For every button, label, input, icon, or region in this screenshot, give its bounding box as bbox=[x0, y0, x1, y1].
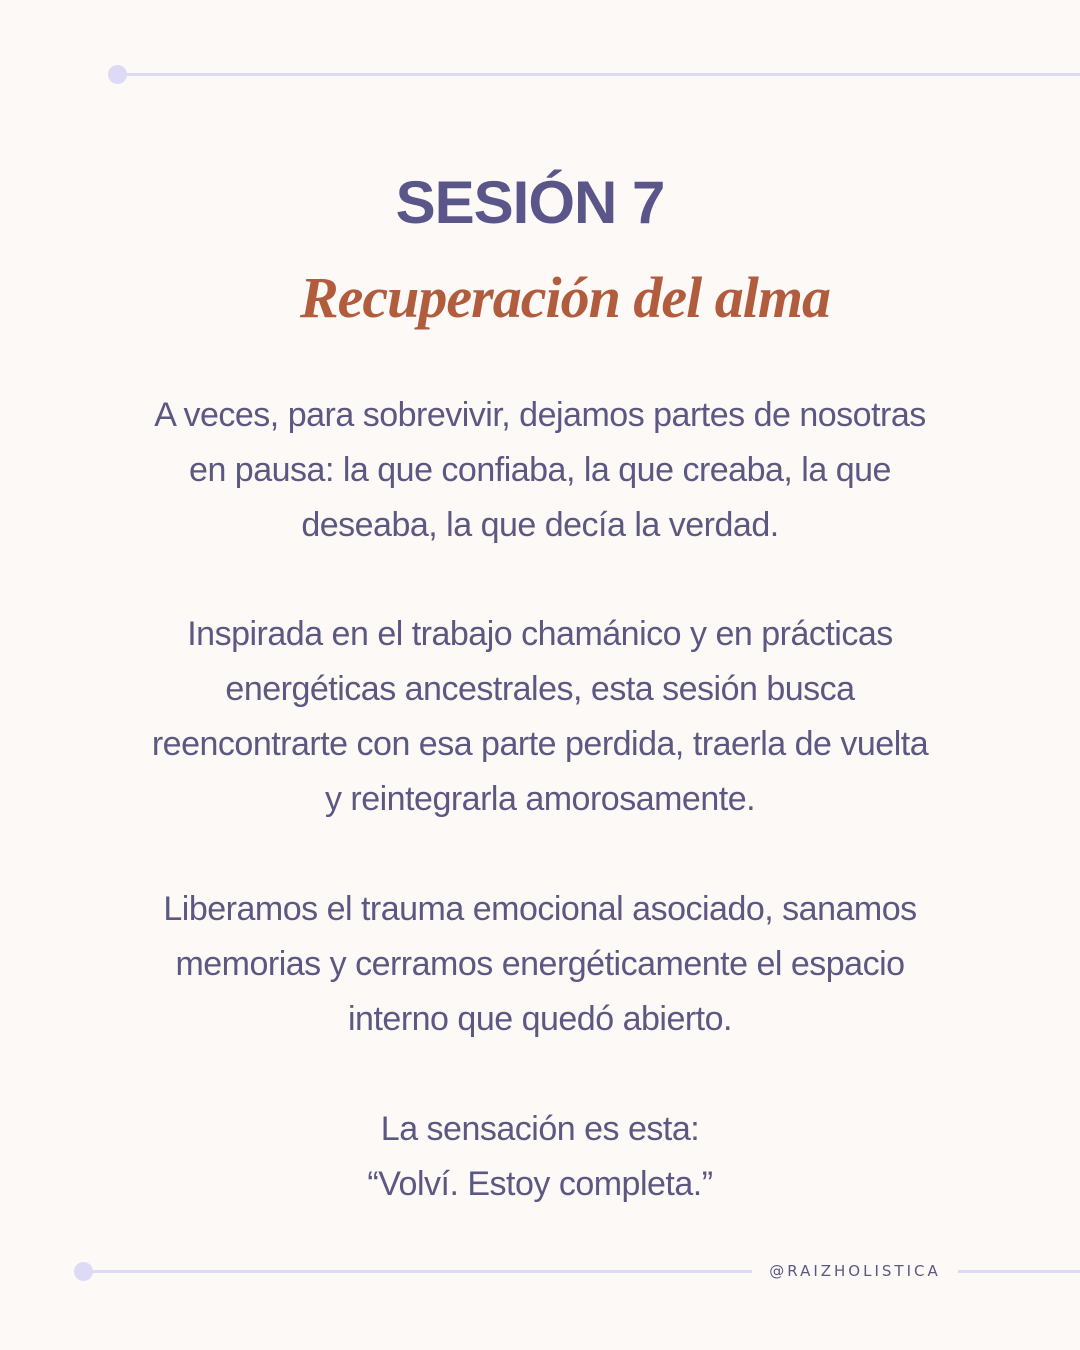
paragraph-line: reencontrarte con esa parte perdida, traerla de vuelta bbox=[151, 725, 929, 763]
session-subtitle: Recuperación del alma bbox=[300, 265, 830, 330]
bottom-divider-line bbox=[958, 1270, 1080, 1273]
paragraph-line: interno que quedó abierto. bbox=[348, 1000, 732, 1038]
social-handle: @RAIZHOLISTICA bbox=[752, 1261, 958, 1281]
paragraph-line: deseaba, la que decía la verdad. bbox=[301, 506, 779, 544]
paragraph-line: y reintegrarla amorosamente. bbox=[324, 780, 756, 818]
paragraph-line: “Volví. Estoy completa.” bbox=[367, 1165, 713, 1203]
paragraph-line: Inspirada en el trabajo chamánico y en prácticas bbox=[187, 615, 893, 653]
bottom-divider-dot bbox=[74, 1262, 93, 1281]
paragraph-line: energéticas ancestrales, esta sesión busca bbox=[225, 670, 855, 708]
paragraph-description bbox=[90, 607, 990, 827]
paragraph-line: en pausa: la que confiaba, la que creaba, la que bbox=[189, 451, 891, 489]
paragraph-line: memorias y cerramos energéticamente el espacio bbox=[175, 945, 905, 983]
top-divider-line bbox=[118, 73, 1080, 76]
top-divider-dot bbox=[108, 65, 127, 84]
bottom-divider-line bbox=[84, 1270, 752, 1273]
paragraph-line: La sensación es esta: bbox=[380, 1110, 700, 1148]
paragraph-benefits bbox=[90, 882, 990, 1047]
paragraph-line: Liberamos el trauma emocional asociado, sanamos bbox=[163, 890, 917, 928]
paragraph-line: A veces, para sobrevivir, dejamos partes de nosotras bbox=[154, 396, 926, 434]
paragraph-intro bbox=[90, 388, 990, 553]
paragraph-closing-quote bbox=[90, 1102, 990, 1212]
session-title: SESIÓN 7 bbox=[395, 169, 665, 236]
